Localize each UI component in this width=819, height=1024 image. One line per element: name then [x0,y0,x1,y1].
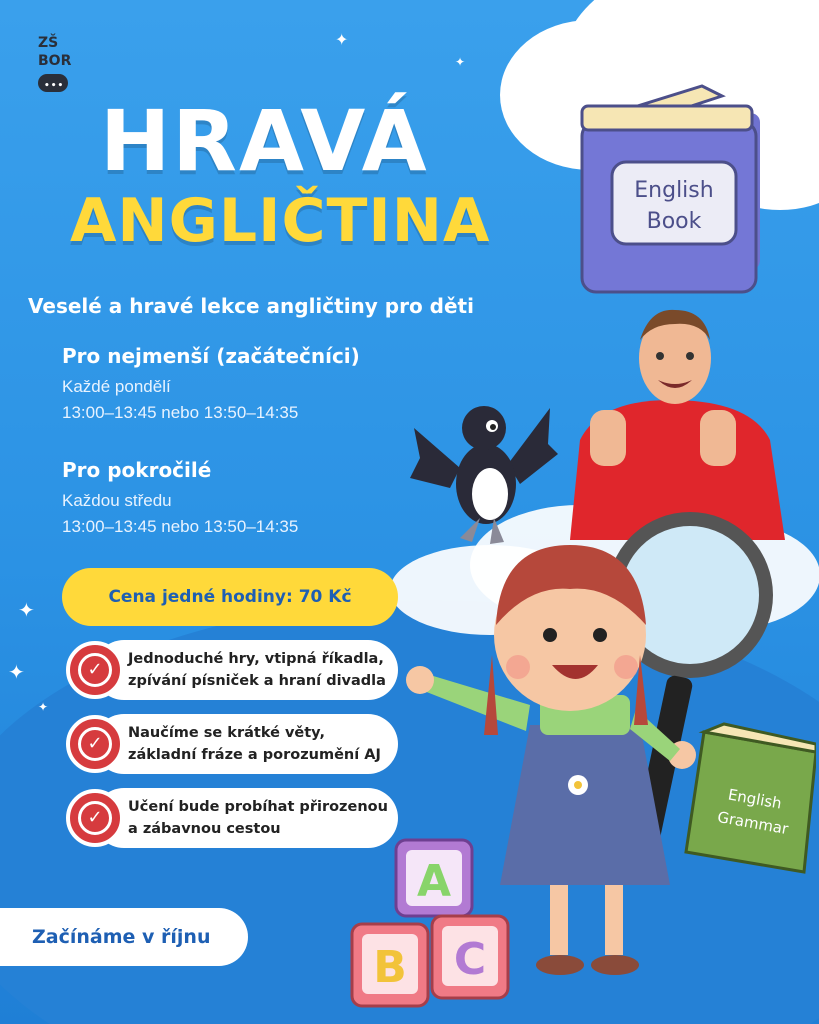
book-title-line-1: English [634,178,714,203]
sparkle-icon: ✦ [18,598,35,622]
group-times: 13:00–13:45 nebo 13:50–14:35 [62,403,299,422]
feature-line: a zábavnou cestou [128,821,281,837]
english-grammar-book-illustration [676,722,816,882]
check-circle-icon: ✓ [66,789,124,847]
start-date-banner: Začínáme v říjnu [0,908,248,966]
sparkle-icon: ✦ [335,30,349,49]
feature-line: základní fráze a porozumění AJ [128,747,381,763]
english-book-illustration [572,82,772,302]
title-line-1: HRAVÁ [100,92,429,190]
feature-line: Učení bude probíhat přirozenou [128,799,388,815]
feature-line: Naučíme se krátké věty, [128,725,326,741]
abc-blocks-illustration [348,836,518,1012]
check-circle-icon: ✓ [66,715,124,773]
block-letter: B [373,942,407,993]
school-logo [38,34,71,92]
group-day: Každou středu [62,491,172,510]
group-heading: Pro nejmenší (začátečníci) [62,344,360,368]
group-heading: Pro pokročilé [62,458,212,482]
feature-line: zpívání písniček a hraní divadla [128,673,386,689]
feature-text [128,648,398,692]
group-beginners [62,344,360,426]
group-day: Každé pondělí [62,377,171,396]
subtitle: Veselé a hravé lekce angličtiny pro děti [28,294,474,318]
book-title-line-2: Book [646,209,702,234]
sparkle-icon: ✦ [8,660,25,684]
title-line-2: ANGLIČTINA [70,186,491,256]
grammar-book-title-line-1: English [726,785,784,813]
sparkle-icon: ✦ [455,55,466,69]
logo-line-1: ZŠ [38,35,59,51]
feature-text [128,722,398,766]
chat-bubble-icon [38,74,68,92]
sparkle-icon: ✦ [38,700,49,714]
feature-line: Jednoduché hry, vtipná říkadla, [128,651,384,667]
teacher-photo [560,300,790,540]
check-circle-icon: ✓ [66,641,124,699]
block-letter: C [453,934,487,985]
grammar-book-title-line-2: Grammar [716,807,790,839]
logo-line-2: BOR [38,53,72,69]
price-badge: Cena jedné hodiny: 70 Kč [62,568,398,626]
feature-text [128,796,398,840]
group-advanced [62,458,298,540]
group-times: 13:00–13:45 nebo 13:50–14:35 [62,517,299,536]
block-letter: A [416,856,452,907]
